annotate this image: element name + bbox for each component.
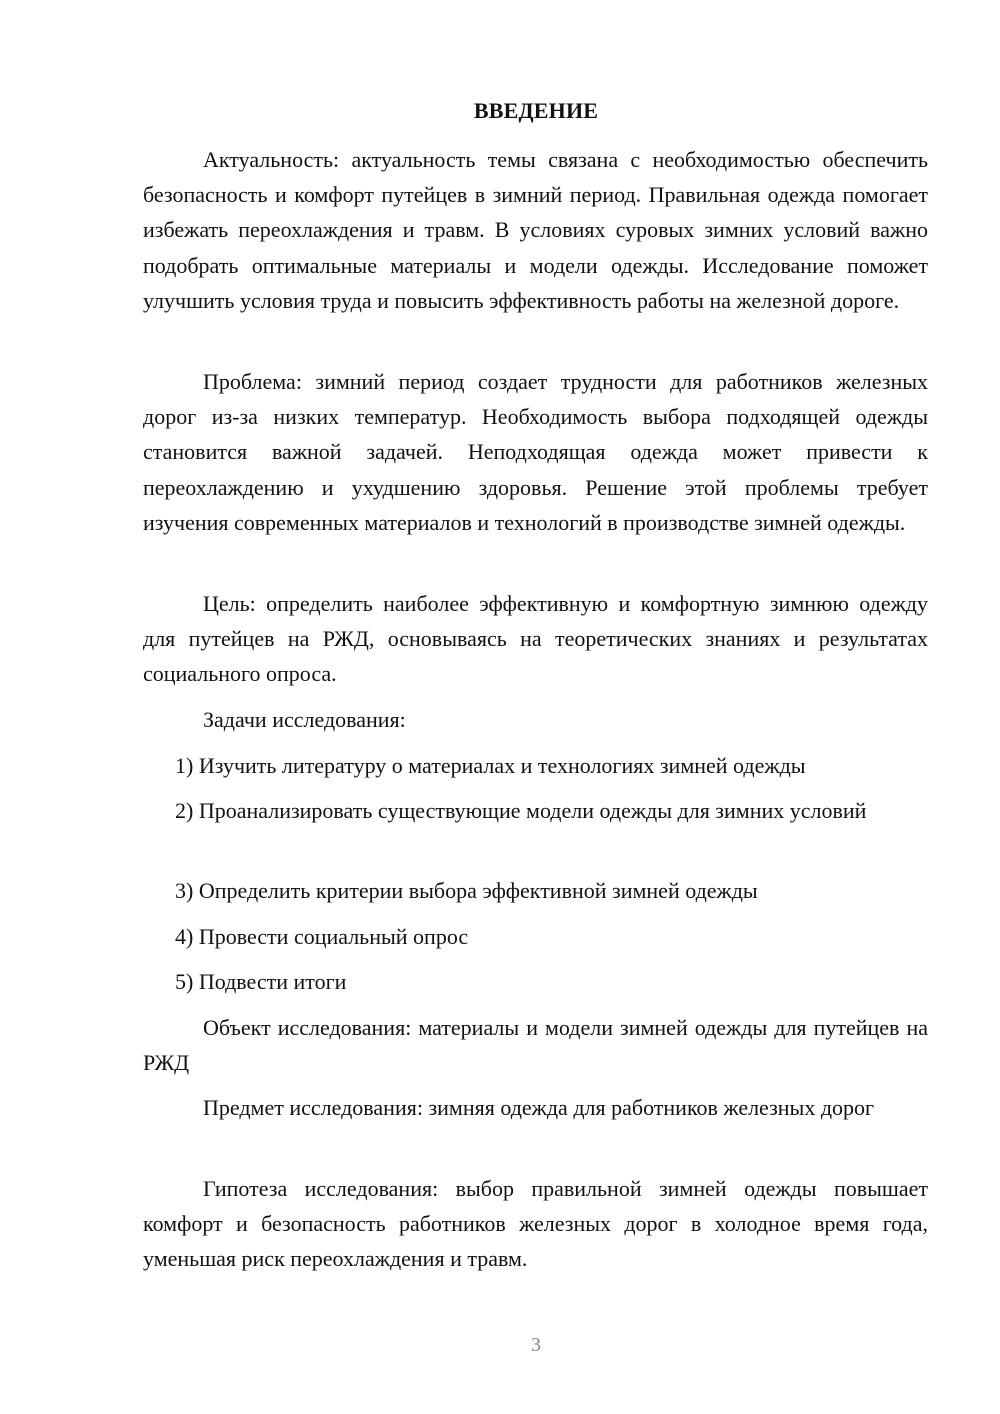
tasks-heading: Задачи исследования: <box>203 707 406 732</box>
task-item-5: 5) Подвести итоги <box>175 969 347 994</box>
page-number: 3 <box>531 1334 541 1356</box>
task-item-1: 1) Изучить литературу о материалах и технологиях зимней одежды <box>175 753 806 778</box>
paragraph-problem: Проблема: зимний период создает трудности для работников железных дорог из-за низких температур. Необходимость выбора подходящей одежды становится важной задачей. Неподходящая одежда может привести к переохлаждению и ухудшению здоровья. Решение этой проблемы требует изучения современных материалов и технологий в производстве зимней одежды. <box>143 369 928 535</box>
page-title: ВВЕДЕНИЕ <box>473 98 599 123</box>
paragraph-goal: Цель: определить наиболее эффективную и комфортную зимнюю одежду для путейцев на РЖД, основываясь на теоретических знаниях и результатах социального опроса. <box>143 591 928 687</box>
task-item-3: 3) Определить критерии выбора эффективной зимней одежды <box>175 878 758 903</box>
paragraph-subject: Предмет исследования: зимняя одежда для работников железных дорог <box>203 1095 875 1120</box>
paragraph-hypothesis: Гипотеза исследования: выбор правильной зимней одежды повышает комфорт и безопасность работников железных дорог в холодное время года, уменьшая риск переохлаждения и травм. <box>143 1176 928 1272</box>
task-item-4: 4) Провести социальный опрос <box>175 924 469 949</box>
paragraph-relevance: Актуальность: актуальность темы связана с необходимостью обеспечить безопасность и комфорт путейцев в зимний период. Правильная одежда помогает избежать переохлаждения и травм. В условиях суровых зимних условий важно подобрать оптимальные материалы и модели одежды. Исследование поможет улучшить условия труда и повысить эффективность работы на железной дороге. <box>143 147 928 313</box>
paragraph-object: Объект исследования: материалы и модели зимней одежды для путейцев на РЖД <box>143 1015 928 1076</box>
task-item-2: 2) Проанализировать существующие модели одежды для зимних условий <box>175 798 867 823</box>
